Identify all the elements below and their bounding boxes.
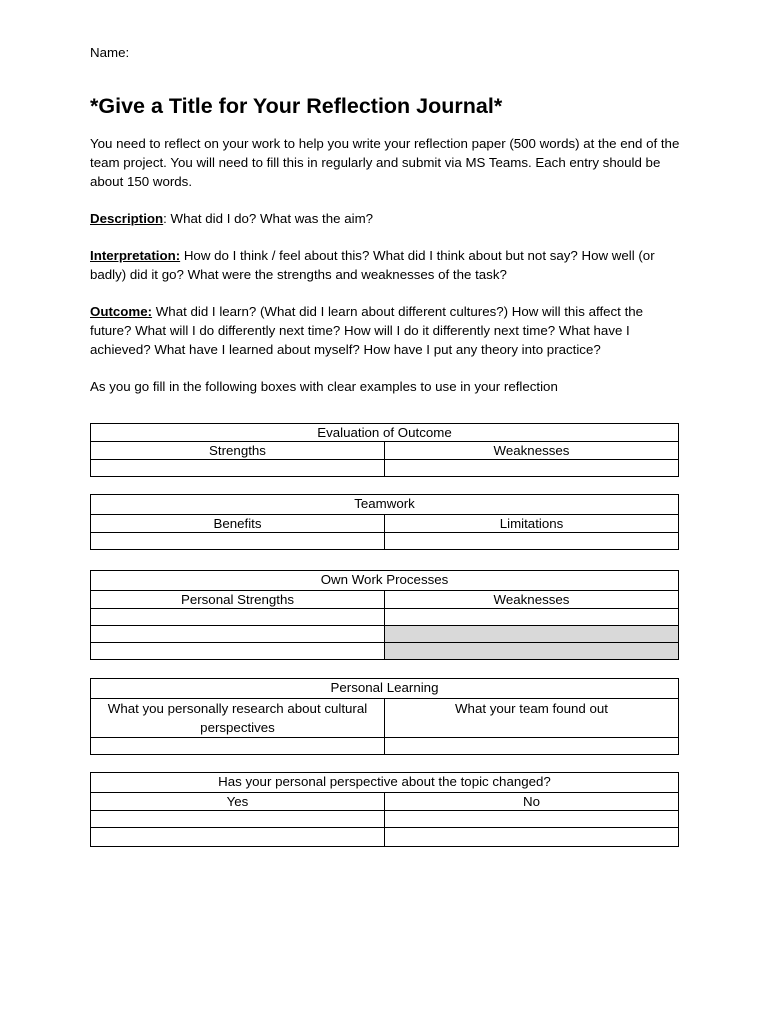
table-cell[interactable]	[91, 738, 385, 755]
outcome-label: Outcome:	[90, 304, 153, 319]
table-heading: Own Work Processes	[91, 571, 679, 591]
evaluation-of-outcome-table	[90, 423, 679, 477]
table-cell[interactable]	[91, 609, 385, 626]
outcome-paragraph	[90, 302, 680, 359]
intro-paragraph: You need to reflect on your work to help you write your reflection paper (500 words) at the end of the team project. You will need to fill this in regularly and submit via MS Teams. Each entry should be about 150 words.	[90, 136, 680, 189]
column-header: No	[385, 793, 679, 811]
outcome-text: What did I learn? (What did I learn about different cultures?) How will this affect the future? What will I do differently next time? How will I do it differently next time? What have I achieved? What have I learned about myself? How have I put any theory into practice?	[90, 304, 644, 357]
table-cell[interactable]	[91, 460, 385, 477]
description-text: : What did I do? What was the aim?	[163, 211, 374, 226]
table-cell-shaded[interactable]	[385, 626, 679, 643]
teamwork-table	[90, 494, 679, 550]
instruction-paragraph: As you go fill in the following boxes with clear examples to use in your reflection	[90, 379, 558, 394]
table-heading: Personal Learning	[91, 679, 679, 699]
table-cell[interactable]	[385, 533, 679, 550]
column-header: Weaknesses	[385, 442, 679, 460]
interpretation-text: How do I think / feel about this? What did I think about but not say? How well (or badly) did it go? What were the strengths and weaknesses of the task?	[90, 248, 655, 282]
table-cell[interactable]	[91, 626, 385, 643]
table-cell-shaded[interactable]	[385, 643, 679, 660]
column-header: Strengths	[91, 442, 385, 460]
table-cell[interactable]	[91, 533, 385, 550]
table-cell[interactable]	[385, 828, 679, 847]
table-cell[interactable]	[385, 811, 679, 828]
column-header: Weaknesses	[385, 591, 679, 609]
perspective-change-table	[90, 772, 679, 847]
column-header: Benefits	[91, 515, 385, 533]
column-header: Personal Strengths	[91, 591, 385, 609]
journal-page	[90, 43, 680, 809]
table-cell[interactable]	[91, 811, 385, 828]
table-cell[interactable]	[91, 828, 385, 847]
personal-learning-table	[90, 678, 679, 755]
column-header: Limitations	[385, 515, 679, 533]
column-header: What your team found out	[385, 699, 679, 738]
interpretation-paragraph	[90, 246, 680, 284]
table-cell[interactable]	[385, 460, 679, 477]
page-title: *Give a Title for Your Reflection Journal*	[90, 94, 503, 118]
name-label: Name:	[90, 45, 130, 60]
own-work-processes-table	[90, 570, 679, 660]
table-cell[interactable]	[91, 643, 385, 660]
interpretation-label: Interpretation:	[90, 248, 181, 263]
description-paragraph	[90, 209, 680, 228]
column-header: What you personally research about cultural perspectives	[91, 699, 385, 738]
table-heading: Teamwork	[91, 495, 679, 515]
table-cell[interactable]	[385, 738, 679, 755]
table-heading: Evaluation of Outcome	[91, 424, 679, 442]
description-label: Description	[90, 211, 164, 226]
column-header: Yes	[91, 793, 385, 811]
table-heading: Has your personal perspective about the topic changed?	[91, 773, 679, 793]
table-cell[interactable]	[385, 609, 679, 626]
